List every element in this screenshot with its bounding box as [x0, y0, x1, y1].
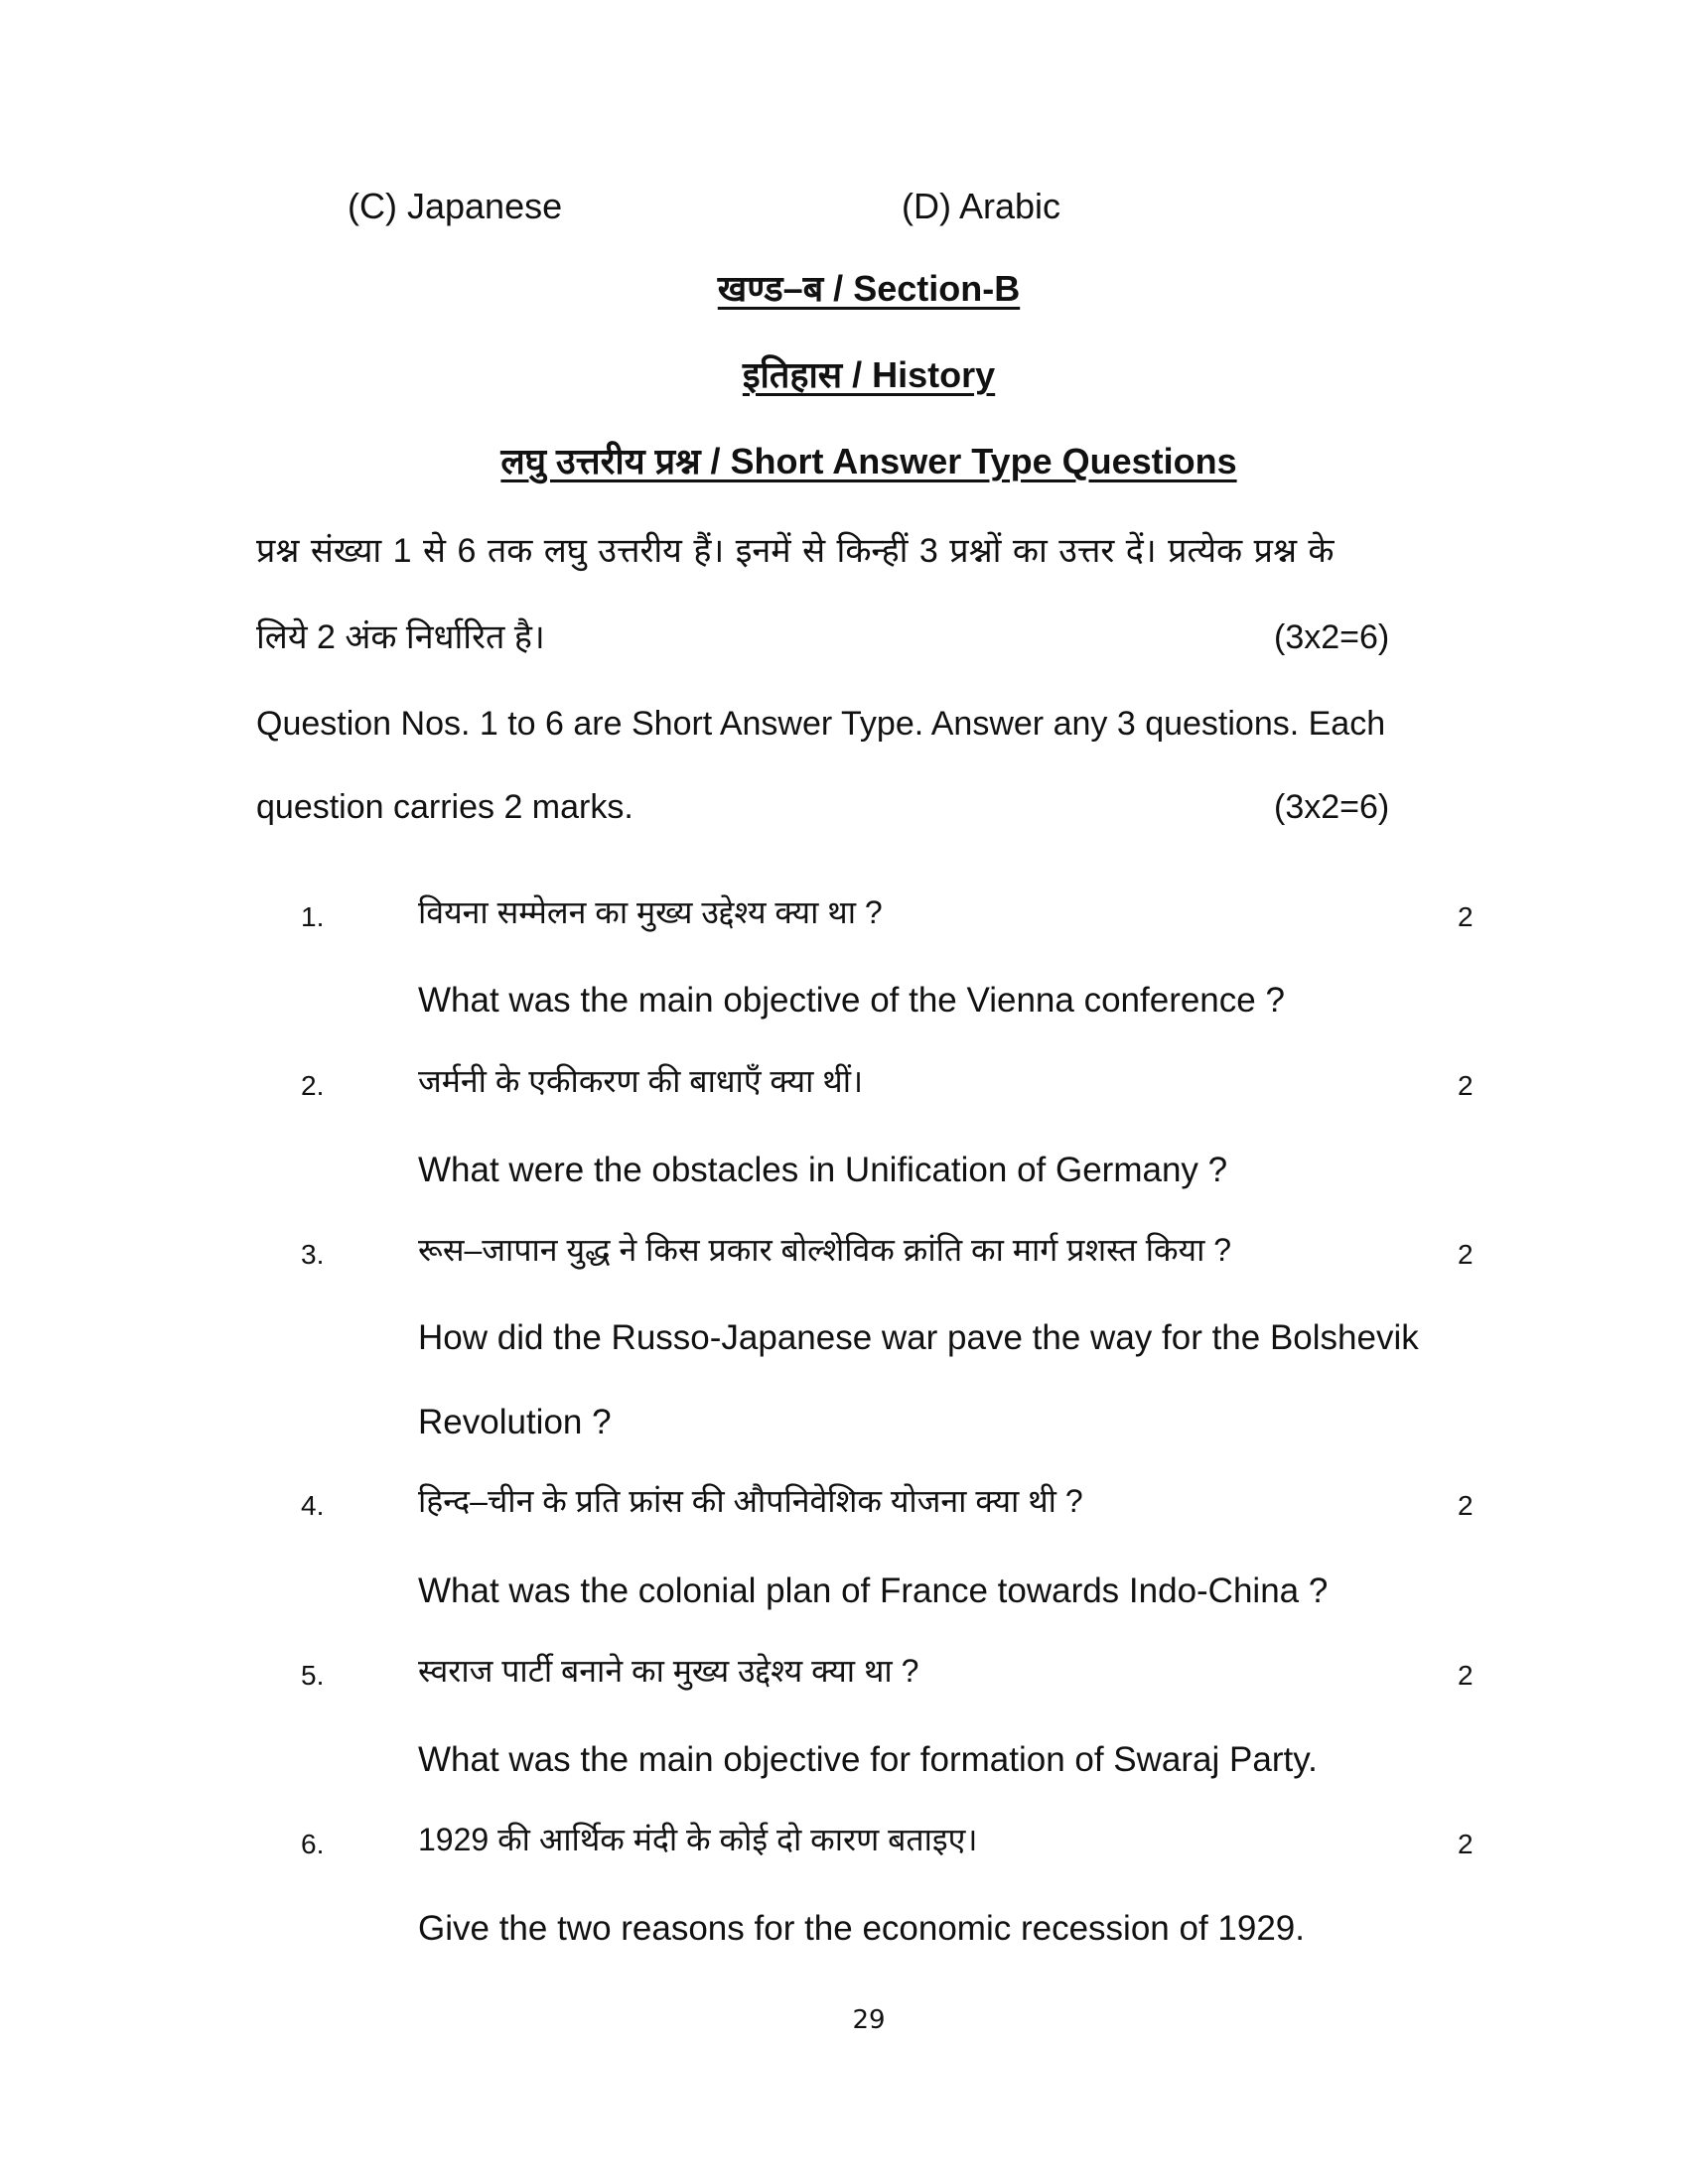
- question-english: Give the two reasons for the economic recession of 1929.: [418, 1909, 1305, 1948]
- option-c: (C) Japanese: [348, 186, 563, 226]
- question-marks: 2: [1458, 1660, 1474, 1691]
- instructions-english-marks: (3x2=6): [1274, 788, 1390, 826]
- instructions-english-line1: Question Nos. 1 to 6 are Short Answer Type. Answer any 3 questions. Each: [256, 705, 1386, 743]
- question-hindi: रूस–जापान युद्ध ने किस प्रकार बोल्शेविक क्रांति का मार्ग प्रशस्त किया ?: [418, 1232, 1232, 1268]
- question-english-line2: Revolution ?: [418, 1403, 612, 1441]
- question-number: 4.: [301, 1490, 325, 1521]
- question-hindi: हिन्द–चीन के प्रति फ्रांस की औपनिवेशिक योजना क्या थी ?: [418, 1483, 1083, 1519]
- question-number: 1.: [301, 901, 325, 932]
- section-heading: खण्ड–ब / Section-B: [717, 268, 1021, 309]
- question-type-heading: लघु उत्तरीय प्रश्न / Short Answer Type Questions: [500, 441, 1237, 481]
- question-marks: 2: [1458, 1239, 1474, 1270]
- question-marks: 2: [1458, 901, 1474, 932]
- question-hindi: जर्मनी के एकीकरण की बाधाएँ क्या थीं।: [418, 1063, 864, 1099]
- question-hindi: स्वराज पार्टी बनाने का मुख्य उद्देश्य क्या था ?: [418, 1653, 919, 1689]
- question-marks: 2: [1458, 1070, 1474, 1101]
- question-hindi: 1929 की आर्थिक मंदी के कोई दो कारण बताइए।: [418, 1822, 978, 1857]
- question-english: What was the colonial plan of France towards Indo-China ?: [418, 1571, 1329, 1610]
- instructions-hindi-marks: (3x2=6): [1274, 618, 1390, 656]
- question-number: 6.: [301, 1829, 325, 1859]
- page-number: 29: [852, 2005, 886, 2035]
- subject-heading: इतिहास / History: [742, 354, 996, 395]
- instructions-hindi-line2: लिये 2 अंक निर्धारित है।: [256, 618, 545, 656]
- question-marks: 2: [1458, 1829, 1474, 1859]
- question-number: 5.: [301, 1660, 325, 1691]
- question-english: What was the main objective of the Vienna conference ?: [418, 981, 1285, 1020]
- instructions-hindi-line1: प्रश्न संख्या 1 से 6 तक लघु उत्तरीय हैं। इनमें से किन्हीं 3 प्रश्नों का उत्तर दें। प्रत्येक प्रश्न के: [256, 532, 1335, 570]
- question-hindi: वियना सम्मेलन का मुख्य उद्देश्य क्या था ?: [418, 894, 883, 930]
- instructions-english-line2: question carries 2 marks.: [256, 788, 633, 826]
- question-english-line1: How did the Russo-Japanese war pave the way for the Bolshevik: [418, 1318, 1419, 1357]
- question-english: What were the obstacles in Unification of Germany ?: [418, 1151, 1228, 1189]
- question-english: What was the main objective for formation of Swaraj Party.: [418, 1740, 1318, 1779]
- question-marks: 2: [1458, 1490, 1474, 1521]
- question-number: 3.: [301, 1239, 325, 1270]
- option-d: (D) Arabic: [902, 186, 1061, 226]
- question-number: 2.: [301, 1070, 325, 1101]
